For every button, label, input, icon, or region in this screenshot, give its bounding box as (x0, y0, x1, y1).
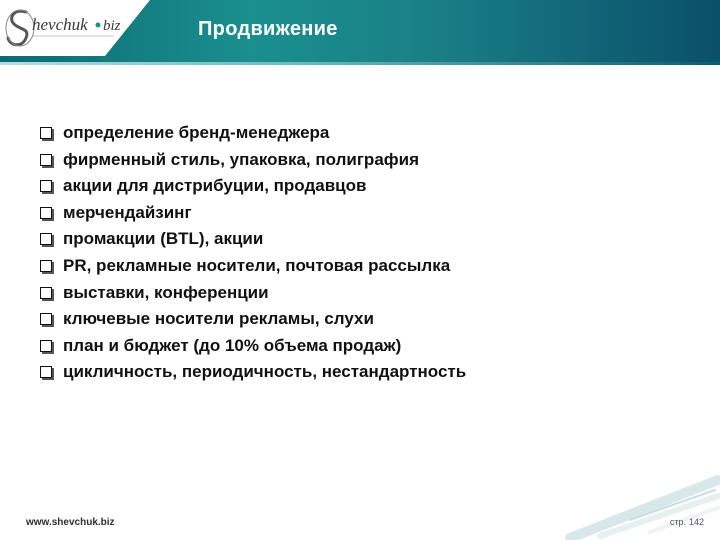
checkbox-bullet-icon (40, 260, 52, 272)
page-title: Продвижение (198, 18, 338, 40)
list-item: промакции (BTL), акции (38, 226, 466, 253)
list-item: ключевые носители рекламы, слухи (38, 306, 466, 333)
list-item: определение бренд-менеджера (38, 120, 466, 147)
decorative-streaks (550, 460, 720, 540)
checkbox-bullet-icon (40, 313, 52, 325)
list-item: акции для дистрибуции, продавцов (38, 173, 466, 200)
list-item: PR, рекламные носители, почтовая рассылка (38, 253, 466, 280)
checkbox-bullet-icon (40, 233, 52, 245)
list-item: фирменный стиль, упаковка, полиграфия (38, 147, 466, 174)
footer-url: www.shevchuk.biz (26, 517, 115, 528)
page-number: стр. 142 (669, 517, 704, 527)
checkbox-bullet-icon (40, 127, 52, 139)
shevchuk-logo-icon (4, 4, 134, 52)
header-bar (0, 0, 720, 64)
checkbox-bullet-icon (40, 366, 52, 378)
list-item: мерчендайзинг (38, 200, 466, 227)
checkbox-bullet-icon (40, 207, 52, 219)
checkbox-bullet-icon (40, 154, 52, 166)
header-divider (0, 62, 720, 65)
bullet-list (38, 120, 466, 386)
svg-text:biz: biz (103, 18, 121, 34)
checkbox-bullet-icon (40, 180, 52, 192)
list-item: выставки, конференции (38, 280, 466, 307)
svg-text:hevchuk: hevchuk (32, 15, 88, 34)
checkbox-bullet-icon (40, 287, 52, 299)
checkbox-bullet-icon (40, 340, 52, 352)
list-item: план и бюджет (до 10% объема продаж) (38, 333, 466, 360)
list-item: цикличность, периодичность, нестандартность (38, 359, 466, 386)
